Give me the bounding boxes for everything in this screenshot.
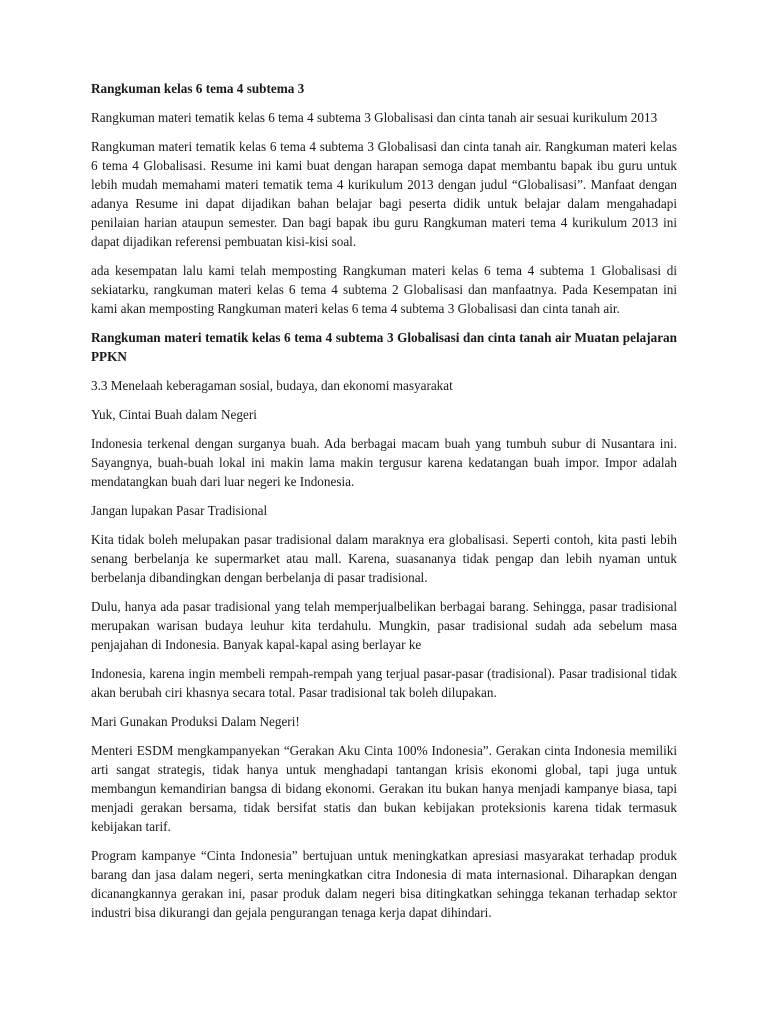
document-title: Rangkuman kelas 6 tema 4 subtema 3 [91, 81, 305, 96]
body-paragraph: Program kampanye “Cinta Indonesia” bertujuan untuk meningkatkan apresiasi masyarakat terhadap produk barang dan jasa dalam negeri, serta meningkatkan citra Indonesia di mata internasional. Diharapkan dengan dicanangkannya gerakan ini, pasar produk dalam negeri bisa ditingkatkan sehingga tekanan terhadap sektor industri bisa dikurangi dan gejala pengurangan tenaga kerja dapat dihindari. [91, 848, 677, 920]
body-paragraph: Indonesia terkenal dengan surganya buah. Ada berbagai macam buah yang tumbuh subur di Nusantara ini. Sayangnya, buah-buah lokal ini makin lama makin tergusur karena kedatangan buah impor. Impor adalah mendatangkan buah dari luar negeri ke Indonesia. [91, 436, 677, 489]
body-paragraph: ada kesempatan lalu kami telah memposting Rangkuman materi kelas 6 tema 4 subtema 1 Globalisasi di sekiatarku, rangkuman materi kelas 6 tema 4 subtema 2 Globalisasi dan manfaatnya. Pada Kesempatan ini kami akan memposting Rangkuman materi kelas 6 tema 4 subtema 3 Globalisasi dan cinta tanah air. [91, 263, 677, 316]
body-paragraph: Indonesia, karena ingin membeli rempah-rempah yang terjual pasar-pasar (tradisional). Pasar tradisional tidak akan berubah ciri khasnya secara total. Pasar tradisional tak boleh dilupakan. [91, 666, 677, 700]
body-paragraph: Dulu, hanya ada pasar tradisional yang telah memperjualbelikan berbagai barang. Sehingga, pasar tradisional merupakan warisan budaya leuhur kita terdahulu. Mungkin, pasar tradisional sudah ada sebelum masa penjajahan di Indonesia. Banyak kapal-kapal asing berlayar ke [91, 599, 677, 652]
body-paragraph: Kita tidak boleh melupakan pasar tradisional dalam maraknya era globalisasi. Seperti contoh, kita pasti lebih senang berbelanja ke supermarket atau mall. Karena, suasananya tidak pengap dan lebih nyaman untuk berbelanja dibandingkan dengan berbelanja di pasar tradisional. [91, 532, 677, 585]
body-paragraph: Menteri ESDM mengkampanyekan “Gerakan Aku Cinta 100% Indonesia”. Gerakan cinta Indonesia memiliki arti sangat strategis, tidak hanya untuk menghadapi tantangan krisis ekonomi global, tapi juga untuk membangun kemandirian bangsa di bidang ekonomi. Gerakan itu bukan hanya menjadi kampanye biasa, tapi menjadi gerakan bersama, tidak bersifat statis dan bukan kebijakan proteksionis karena tidak termasuk kebijakan tarif. [91, 743, 677, 834]
subheading: Yuk, Cintai Buah dalam Negeri [91, 407, 257, 422]
document-page [91, 79, 677, 932]
competency-line: 3.3 Menelaah keberagaman sosial, budaya, dan ekonomi masyarakat [91, 378, 453, 393]
subheading: Jangan lupakan Pasar Tradisional [91, 503, 268, 518]
section-heading: Rangkuman materi tematik kelas 6 tema 4 subtema 3 Globalisasi dan cinta tanah air Muatan pelajaran PPKN [91, 330, 677, 364]
body-paragraph: Rangkuman materi tematik kelas 6 tema 4 subtema 3 Globalisasi dan cinta tanah air. Rangkuman materi kelas 6 tema 4 Globalisasi. Resume ini kami buat dengan harapan semoga dapat membantu bapak ibu guru untuk lebih mudah memahami materi tematik tema 4 kurikulum 2013 dengan judul “Globalisasi”. Manfaat dengan adanya Resume ini dapat dijadikan bahan belajar bagi peserta didik untuk belajar dalam mengahadapi penilaian harian ataupun semester. Dan bagi bapak ibu guru Rangkuman materi tema 4 kurikulum 2013 ini dapat dijadikan referensi pembuatan kisi-kisi soal. [91, 139, 677, 249]
intro-paragraph: Rangkuman materi tematik kelas 6 tema 4 subtema 3 Globalisasi dan cinta tanah air sesuai kurikulum 2013 [91, 110, 658, 125]
subheading: Mari Gunakan Produksi Dalam Negeri! [91, 714, 300, 729]
